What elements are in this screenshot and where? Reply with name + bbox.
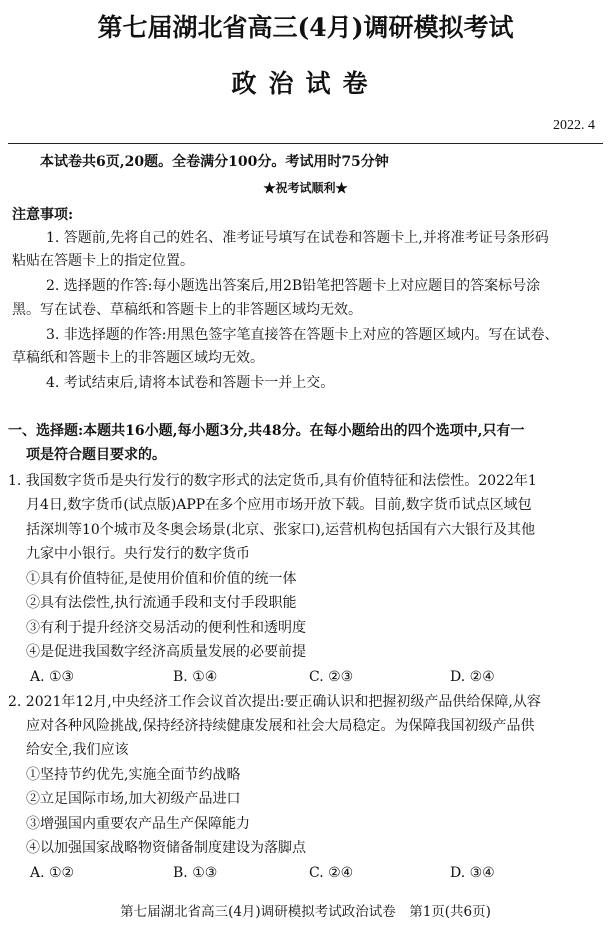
q2-item: ③增强国内重要农产品生产保障能力	[26, 816, 250, 832]
q2-option-d: D. ③④	[450, 865, 495, 881]
q1-stem-line: 1. 我国数字货币是央行发行的数字形式的法定货币,具有价值特征和法偿性。2022年1	[8, 473, 537, 489]
q2-item: ①坚持节约优先,实施全面节约战略	[26, 767, 241, 783]
q2-item: ④以加强国家战略物资储备制度建设为落脚点	[26, 840, 306, 856]
header-divider	[8, 143, 603, 144]
q2-option-c: C. ②④	[309, 865, 354, 881]
exam-title: 第七届湖北省高三(4月)调研模拟考试	[97, 13, 514, 42]
exam-date: 2022. 4	[553, 118, 595, 133]
q2-item: ②立足国际市场,加大初级产品进口	[26, 791, 241, 807]
q1-option-c: C. ②③	[309, 669, 354, 685]
note-line: 3. 非选择题的作答:用黑色签字笔直接答在答题卡上对应的答题区域内。写在试卷、	[46, 327, 559, 343]
note-line: 4. 考试结束后,请将本试卷和答题卡一并上交。	[46, 375, 335, 391]
q1-item: ④是促进我国数字经济高质量发展的必要前提	[26, 644, 306, 660]
good-luck-banner: ★祝考试顺利★	[263, 181, 348, 195]
note-line: 黑。写在试卷、草稿纸和答题卡上的非答题区域均无效。	[12, 302, 362, 318]
note-line: 1. 答题前,先将自己的姓名、准考证号填写在试卷和答题卡上,并将准考证号条形码	[46, 230, 549, 246]
q1-option-a: A. ①③	[30, 669, 75, 685]
q1-option-b: B. ①④	[173, 669, 218, 685]
q2-option-b: B. ①③	[173, 865, 218, 881]
q1-option-d: D. ②④	[450, 669, 495, 685]
q2-stem-line: 2. 2021年12月,中央经济工作会议首次提出:要正确认识和把握初级产品供给保障,从容	[8, 694, 541, 710]
note-line: 粘贴在答题卡上的指定位置。	[12, 253, 194, 269]
q2-stem-line: 应对各种风险挑战,保持经济持续健康发展和社会大局稳定。为保障我国初级产品供	[26, 718, 535, 734]
q1-stem-line: 月4日,数字货币(试点版)APP在多个应用市场开放下载。目前,数字货币试点区域包	[26, 497, 532, 513]
notes-heading: 注意事项:	[12, 207, 74, 223]
q1-item: ②具有法偿性,执行流通手段和支付手段职能	[26, 595, 297, 611]
section-heading: 一、选择题:本题共16小题,每小题3分,共48分。在每小题给出的四个选项中,只有一	[8, 423, 525, 439]
note-line: 2. 选择题的作答:每小题选出答案后,用2B铅笔把答题卡上对应题目的答案标号涂	[46, 278, 541, 294]
q1-item: ①具有价值特征,是使用价值和价值的统一体	[26, 571, 297, 587]
q2-option-a: A. ①②	[30, 865, 75, 881]
q1-item: ③有利于提升经济交易活动的便利性和透明度	[26, 620, 306, 636]
q2-stem-line: 给安全,我们应该	[26, 742, 129, 758]
page-footer: 第七届湖北省高三(4月)调研模拟考试政治试卷 第1页(共6页)	[120, 904, 491, 920]
q1-stem-line: 括深圳等10个城市及冬奥会场景(北京、张家口),运营机构包括国有六大银行及其他	[26, 522, 536, 538]
exam-summary: 本试卷共6页,20题。全卷满分100分。考试用时75分钟	[40, 154, 389, 170]
q1-stem-line: 九家中小银行。央行发行的数字货币	[26, 546, 250, 562]
section-heading-cont: 项是符合题目要求的。	[26, 447, 166, 463]
subject-title: 政治试卷	[231, 69, 380, 98]
note-line: 草稿纸和答题卡上的非答题区域均无效。	[12, 350, 264, 366]
